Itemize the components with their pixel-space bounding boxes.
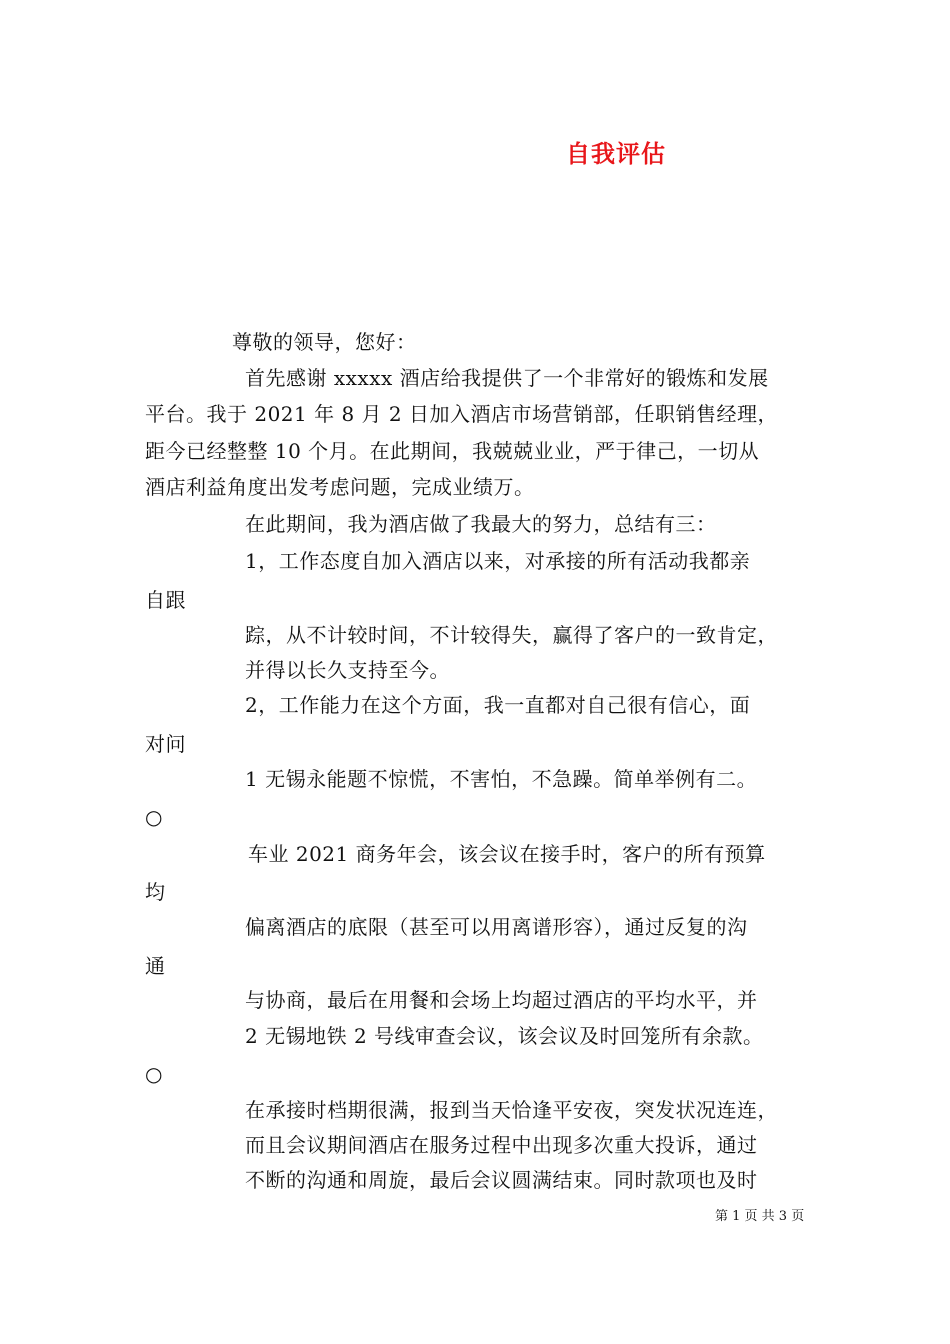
body-line: 1 无锡永能题不惊慌，不害怕，不急躁。简单举例有二。 [245, 767, 758, 791]
circle-marker: ○ [145, 1062, 163, 1086]
body-line: 首先感谢 xxxxx 酒店给我提供了一个非常好的锻炼和发展 [245, 366, 769, 390]
body-line: 与协商，最后在用餐和会场上均超过酒店的平均水平，并 [245, 988, 758, 1012]
body-line: 酒店利益角度出发考虑问题，完成业绩万。 [145, 475, 535, 499]
body-line: 平台。我于 2021 年 8 月 2 日加入酒店市场营销部，任职销售经理， [145, 402, 778, 426]
page-title: 自我评估 [566, 139, 666, 168]
body-line: 车业 2021 商务年会，该会议在接手时，客户的所有预算 [248, 842, 766, 866]
body-line: 通 [145, 954, 166, 978]
body-line: 而且会议期间酒店在服务过程中出现多次重大投诉，通过 [245, 1133, 758, 1157]
body-line: 并得以长久支持至今。 [245, 658, 450, 682]
body-line: 在承接时档期很满，报到当天恰逢平安夜，突发状况连连， [245, 1098, 778, 1122]
body-line: 均 [145, 880, 166, 904]
body-line: 2，工作能力在这个方面，我一直都对自己很有信心，面 [245, 693, 751, 717]
body-line: 2 无锡地铁 2 号线审查会议，该会议及时回笼所有余款。 [245, 1024, 764, 1048]
body-line: 不断的沟通和周旋，最后会议圆满结束。同时款项也及时 [245, 1168, 758, 1192]
greeting-line: 尊敬的领导，您好： [232, 330, 417, 354]
body-line: 距今已经整整 10 个月。在此期间，我兢兢业业，严于律己，一切从 [145, 439, 760, 463]
body-line: 对问 [145, 732, 186, 756]
body-line: 踪，从不计较时间，不计较得失，赢得了客户的一致肯定， [245, 623, 778, 647]
circle-marker: ○ [145, 805, 163, 829]
body-line: 在此期间，我为酒店做了我最大的努力，总结有三： [245, 512, 717, 536]
body-line: 1，工作态度自加入酒店以来，对承接的所有活动我都亲 [245, 549, 751, 573]
body-line: 偏离酒店的底限（甚至可以用离谱形容），通过反复的沟 [245, 915, 748, 939]
page-footer: 第 1 页 共 3 页 [715, 1209, 805, 1224]
body-line: 自跟 [145, 588, 186, 612]
